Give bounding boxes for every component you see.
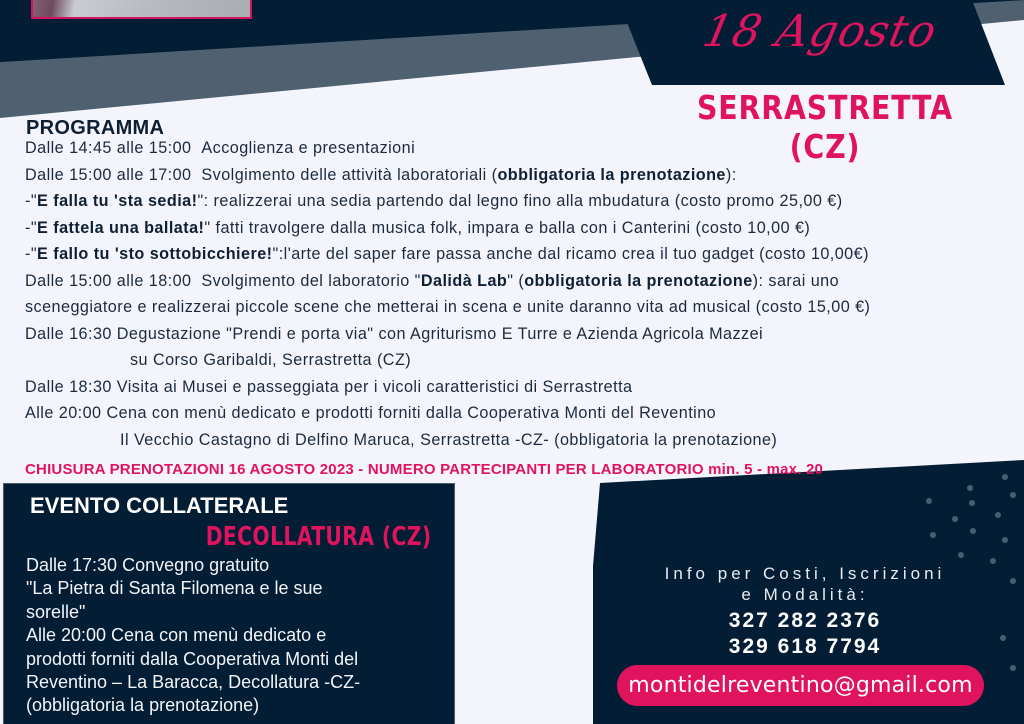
program-line: Dalle 16:30 Degustazione "Prendi e porta via" con Agriturismo E Turre e Azienda Agricola Mazzei bbox=[25, 324, 764, 343]
email-button[interactable]: montidelreventino@gmail.com bbox=[617, 665, 984, 706]
bullet: -" bbox=[25, 245, 38, 263]
booking-closing-notice: CHIUSURA PRENOTAZIONI 16 AGOSTO 2023 - NUMERO PARTECIPANTI PER LABORATORIO min. 5 - max. 20 bbox=[25, 461, 824, 478]
booking-required: obbligatoria la prenotazione bbox=[524, 271, 753, 290]
punctuation: " ( bbox=[507, 271, 525, 290]
collateral-details bbox=[26, 554, 446, 718]
info-line: Info per Costi, Iscrizioni bbox=[664, 564, 946, 583]
time-range: Dalle 15:00 alle 17:00 bbox=[25, 165, 192, 184]
workshop-desc: ":l'arte del saper fare passa anche dal ricamo crea il tuo gadget (costo 10,00€) bbox=[272, 245, 869, 263]
collateral-line: (obbligatoria la prenotazione) bbox=[26, 695, 260, 716]
program-line: Dalle 18:30 Visita ai Musei e passeggiata per i vicoli caratteristici di Serrastretta bbox=[25, 377, 633, 396]
collateral-line: Alle 20:00 Cena con menù dedicato e bbox=[26, 625, 327, 646]
programma-list bbox=[25, 135, 1015, 453]
workshop-name: E falla tu 'sta sedia! bbox=[37, 192, 198, 210]
program-line bbox=[25, 268, 1015, 295]
time-range: Dalle 14:45 alle 15:00 bbox=[25, 139, 192, 157]
collateral-line: Reventino – La Baracca, Decollatura -CZ- bbox=[26, 672, 361, 693]
program-line bbox=[25, 162, 1015, 189]
program-line bbox=[25, 215, 1015, 242]
activity: ): sarai uno bbox=[752, 271, 840, 290]
program-line bbox=[25, 135, 1015, 162]
phone-number-1[interactable]: 327 282 2376 bbox=[728, 609, 882, 632]
collateral-line: sorelle" bbox=[26, 601, 86, 622]
event-date: 18 Agosto bbox=[698, 6, 942, 57]
bullet: -" bbox=[25, 192, 38, 210]
workshop-name: E fallo tu 'sto sottobicchiere! bbox=[37, 245, 273, 263]
collateral-line: "La Pietra di Santa Filomena e le sue bbox=[26, 578, 323, 599]
activity: Svolgimento delle attività laboratoriali ( bbox=[201, 165, 498, 184]
phone-number-2[interactable]: 329 618 7794 bbox=[728, 635, 882, 658]
punctuation: ): bbox=[725, 165, 737, 184]
collateral-title: EVENTO COLLATERALE bbox=[30, 493, 289, 518]
bullet: -" bbox=[25, 218, 38, 237]
program-line: Alle 20:00 Cena con menù dedicato e prodotti forniti dalla Cooperativa Monti del Reventino bbox=[25, 404, 717, 422]
collateral-event-panel bbox=[3, 483, 455, 724]
workshop-desc: " fatti travolgere dalla musica folk, impara e balla con i Canterini (costo 10,00 €) bbox=[204, 218, 811, 237]
activity: Accoglienza e presentazioni bbox=[201, 139, 416, 157]
event-town: SERRASTRETTA (CZ) bbox=[697, 88, 953, 166]
program-line: su Corso Garibaldi, Serrastretta (CZ) bbox=[130, 351, 412, 369]
programma-title: PROGRAMMA bbox=[26, 117, 165, 139]
workshop-name: Dalidà Lab bbox=[420, 271, 508, 290]
collateral-town: DECOLLATURA (CZ) bbox=[206, 522, 432, 552]
program-line: Il Vecchio Castagno di Delfino Maruca, Serrastretta -CZ- (obbligatoria la prenotazione) bbox=[120, 430, 778, 449]
program-line bbox=[25, 188, 1015, 215]
workshop-desc: ": realizzerai una sedia partendo dal legno fino alla mbudatura (costo promo 25,00 €) bbox=[197, 192, 843, 210]
collateral-line: Dalle 17:30 Convegno gratuito bbox=[26, 555, 270, 575]
time-range: Dalle 15:00 alle 18:00 bbox=[25, 271, 192, 290]
collateral-line: prodotti forniti dalla Cooperativa Monti del bbox=[26, 648, 359, 669]
workshop-name: E fattela una ballata! bbox=[37, 218, 205, 237]
booking-required: obbligatoria la prenotazione bbox=[497, 165, 726, 184]
program-line bbox=[25, 241, 1015, 268]
activity: Svolgimento del laboratorio " bbox=[201, 271, 421, 290]
program-line: sceneggiatore e realizzerai piccole scene che metterai in scena e unite daranno vita ad musical (costo 15,00 €) bbox=[25, 298, 871, 316]
info-label bbox=[600, 563, 1010, 605]
info-line: e Modalità: bbox=[741, 585, 869, 604]
